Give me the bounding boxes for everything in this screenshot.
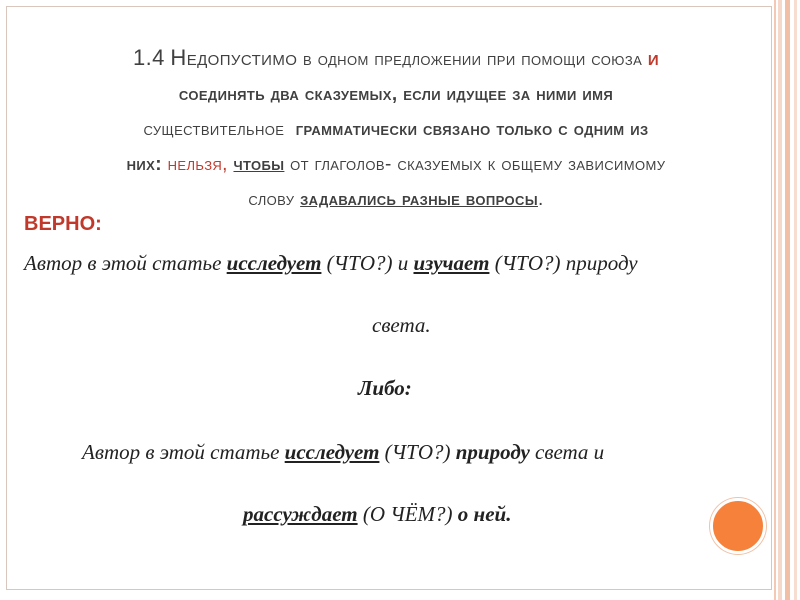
example-text: (ЧТО?) — [379, 440, 456, 464]
example-text: света и — [529, 440, 605, 464]
example-1-line-1 — [24, 251, 638, 276]
title-line-1 — [20, 40, 772, 77]
stripe — [794, 0, 797, 600]
title-line-3 — [20, 112, 772, 147]
example-text: Автор в этой статье — [82, 440, 285, 464]
stripe — [785, 0, 790, 600]
decorative-stripes — [770, 0, 800, 600]
rule-number: 1.4 — [132, 45, 165, 70]
verb-highlight: рассуждает — [243, 502, 358, 526]
stripe — [774, 0, 776, 600]
title-text: соединять два сказуемых, если идущее за ними имя — [178, 84, 614, 105]
forbidden-word: нельзя, — [167, 154, 228, 175]
title-text: грамматически связано только с одним из — [295, 119, 649, 140]
example-text: (ЧТО?) природу — [489, 251, 638, 275]
title-text: . — [537, 189, 544, 210]
title-text: них: — [126, 154, 162, 175]
title-line-4 — [20, 147, 772, 182]
example-2-line-2 — [243, 502, 511, 527]
title-text: в одном предложении при помощи союза — [302, 49, 643, 70]
alternative-label: Либо: — [358, 376, 412, 400]
example-1-line-2: света. — [372, 313, 431, 337]
title-word: Недопустимо — [170, 45, 298, 70]
title-text: существительное — [143, 119, 285, 140]
title-line-5 — [20, 182, 772, 217]
conjunction-highlight: и — [647, 45, 660, 70]
title-text: чтобы — [233, 154, 285, 175]
title-text: слову — [248, 189, 295, 210]
example-2-line-1 — [82, 440, 604, 465]
title-text: от глаголов- сказуемых к общему зависимому — [290, 154, 666, 175]
object-highlight: природу — [455, 440, 530, 464]
decorative-circle — [710, 498, 766, 554]
title-line-2 — [20, 77, 772, 112]
slide-title — [20, 40, 772, 217]
verb-highlight: исследует — [226, 251, 322, 275]
correct-label: ВЕРНО: — [24, 213, 102, 235]
verb-highlight: исследует — [284, 440, 380, 464]
title-text: задавались разные вопросы — [300, 189, 538, 210]
object-highlight: о ней. — [457, 502, 512, 526]
example-text: Автор в этой статье — [24, 251, 227, 275]
stripe — [778, 0, 782, 600]
verb-highlight: изучает — [413, 251, 490, 275]
example-text: (ЧТО?) и — [321, 251, 414, 275]
example-text: (О ЧЁМ?) — [357, 502, 458, 526]
